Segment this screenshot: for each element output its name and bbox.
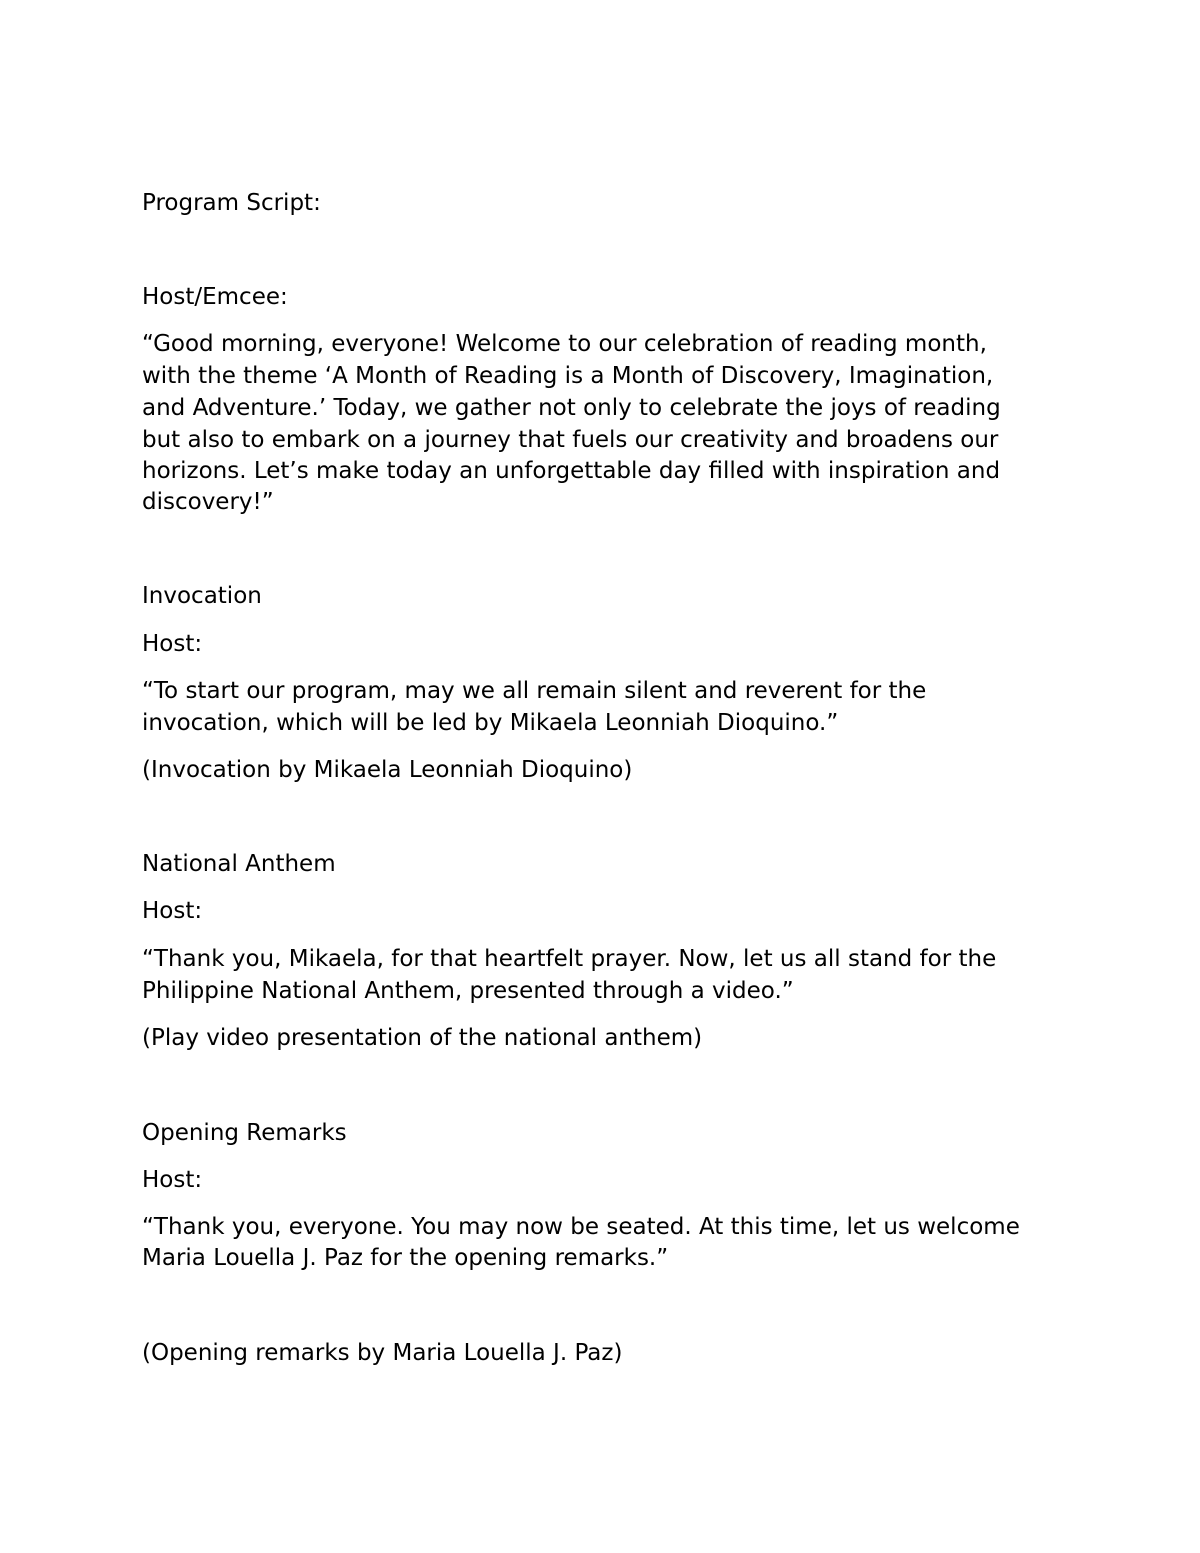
anthem-line: “Thank you, Mikaela, for that heartfelt prayer. Now, let us all stand for the [142, 946, 997, 972]
remarks-speaker: Host: [142, 1167, 203, 1193]
opening-line: discovery!” [142, 489, 274, 515]
invocation-line: invocation, which will be led by Mikaela Leonniah Dioquino.” [142, 710, 839, 736]
invocation-speaker: Host: [142, 631, 203, 657]
remarks-heading: Opening Remarks [142, 1120, 347, 1146]
opening-line: and Adventure.’ Today, we gather not only to celebrate the joys of reading [142, 395, 1001, 421]
anthem-heading: National Anthem [142, 851, 336, 877]
remarks-line: Maria Louella J. Paz for the opening remarks.” [142, 1245, 669, 1271]
opening-line: with the theme ‘A Month of Reading is a Month of Discovery, Imagination, [142, 363, 994, 389]
remarks-note: (Opening remarks by Maria Louella J. Paz) [142, 1340, 623, 1366]
remarks-line: “Thank you, everyone. You may now be seated. At this time, let us welcome [142, 1214, 1020, 1240]
invocation-note: (Invocation by Mikaela Leonniah Dioquino) [142, 757, 633, 783]
anthem-line: Philippine National Anthem, presented through a video.” [142, 978, 794, 1004]
anthem-note: (Play video presentation of the national anthem) [142, 1025, 703, 1051]
opening-line: horizons. Let’s make today an unforgettable day filled with inspiration and [142, 458, 1001, 484]
anthem-speaker: Host: [142, 898, 203, 924]
opening-speaker: Host/Emcee: [142, 284, 288, 310]
opening-line: “Good morning, everyone! Welcome to our celebration of reading month, [142, 331, 987, 357]
invocation-line: “To start our program, may we all remain silent and reverent for the [142, 678, 927, 704]
opening-line: but also to embark on a journey that fuels our creativity and broadens our [142, 427, 999, 453]
invocation-heading: Invocation [142, 583, 262, 609]
document-title: Program Script: [142, 190, 321, 216]
